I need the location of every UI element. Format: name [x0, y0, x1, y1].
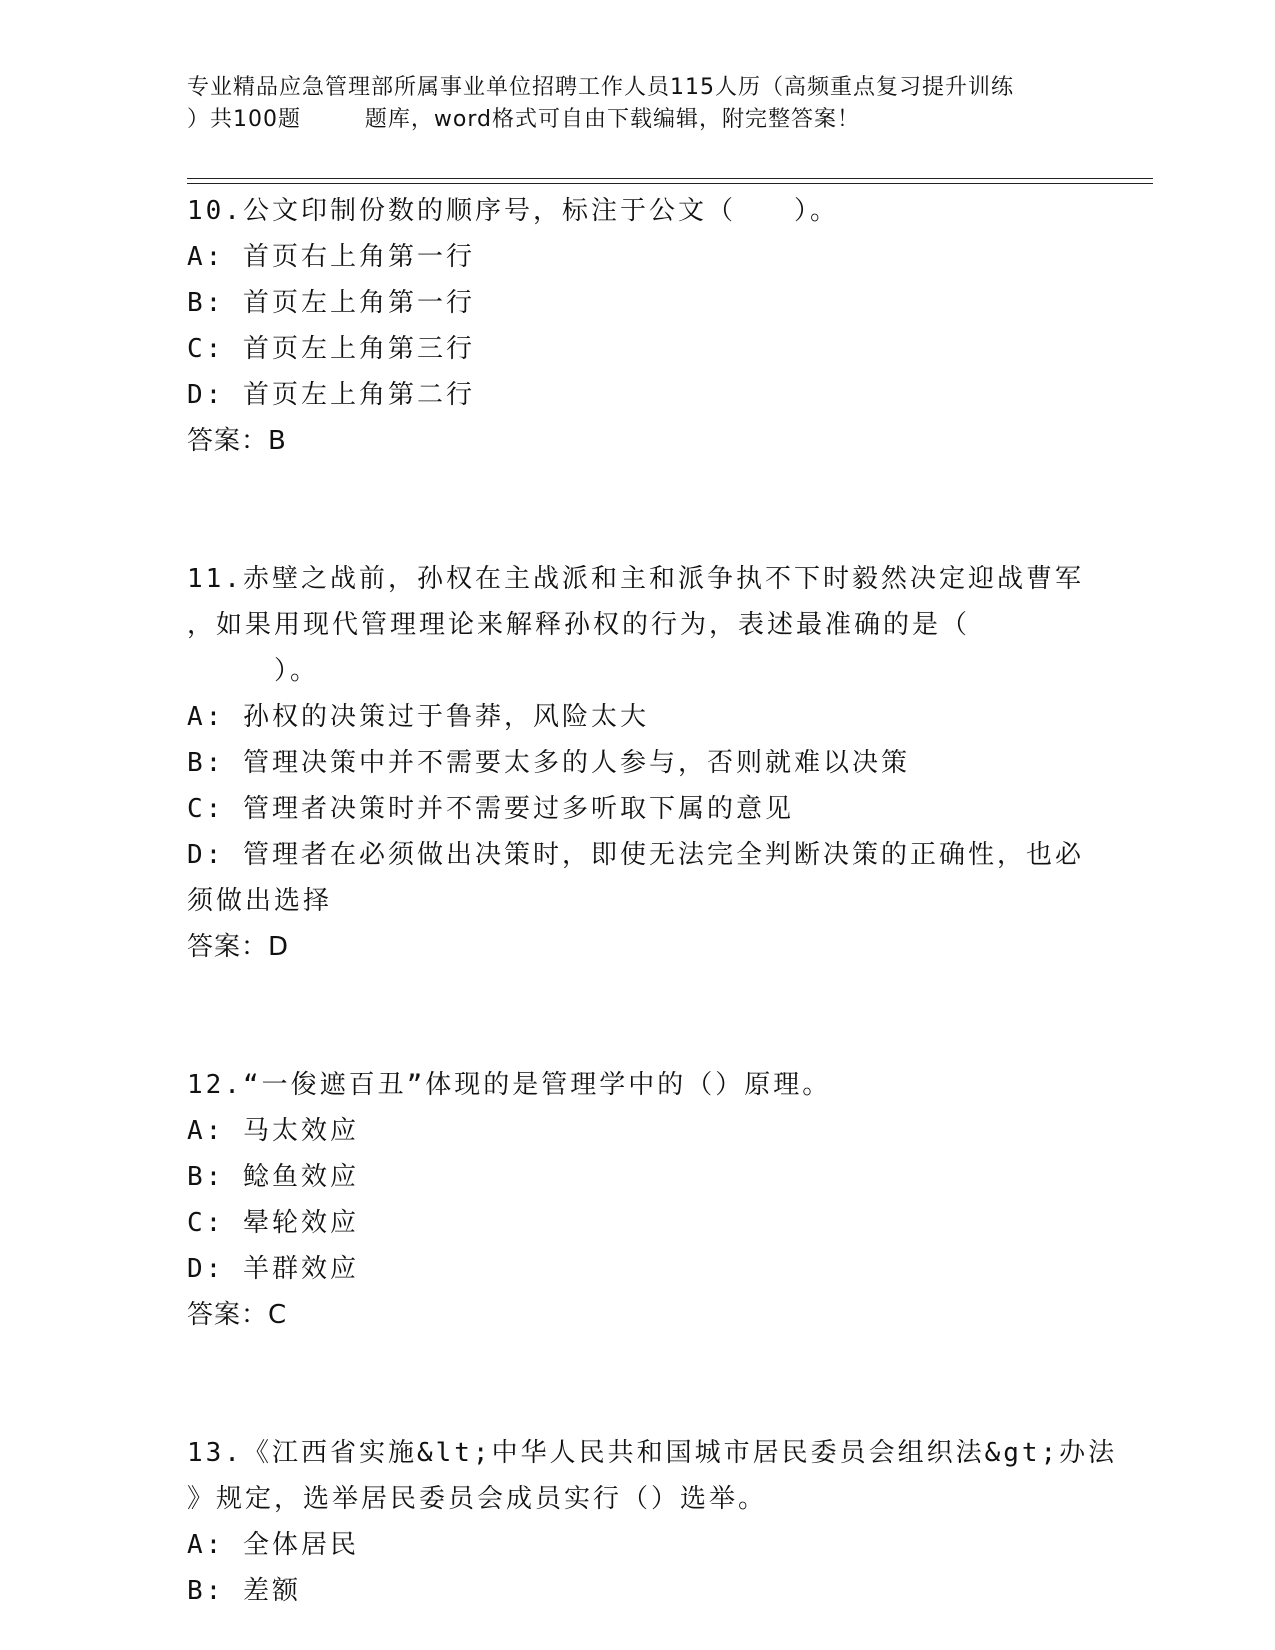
- question-list: [187, 188, 1118, 1614]
- option-d: D: 管理者在必须做出决策时，即使无法完全判断决策的正确性，也必: [187, 840, 1084, 870]
- option-c: C: 晕轮效应: [187, 1208, 359, 1238]
- question-stem-cont: 》规定，选举居民委员会成员实行（）选举。: [187, 1484, 768, 1514]
- header-divider: [187, 178, 1153, 184]
- question-stem-cont: ，如果用现代管理理论来解释孙权的行为，表述最准确的是（: [187, 610, 971, 640]
- question-gap: [187, 970, 1087, 1062]
- question-stem-cont: ）。: [187, 656, 320, 686]
- question-13: [187, 1430, 1118, 1614]
- option-a: A: 首页右上角第一行: [187, 242, 475, 272]
- answer-line: 答案：B: [187, 426, 287, 456]
- option-b: B: 鲶鱼效应: [187, 1162, 359, 1192]
- question-stem: 10.公文印制份数的顺序号，标注于公文（ ）。: [187, 196, 839, 226]
- header-line-1: 专业精品应急管理部所属事业单位招聘工作人员115人历（高频重点复习提升训练: [187, 75, 1014, 100]
- answer-line: 答案：D: [187, 932, 290, 962]
- question-stem: 12.“一俊遮百丑”体现的是管理学中的（）原理。: [187, 1070, 832, 1100]
- option-a: A: 马太效应: [187, 1116, 359, 1146]
- question-10: [187, 188, 1087, 464]
- option-a: A: 孙权的决策过于鲁莽，风险太大: [187, 702, 649, 732]
- option-c: C: 首页左上角第三行: [187, 334, 475, 364]
- option-c: C: 管理者决策时并不需要过多听取下属的意见: [187, 794, 794, 824]
- option-d-cont: 须做出选择: [187, 886, 333, 916]
- question-gap: [187, 464, 1087, 556]
- option-b: B: 差额: [187, 1576, 301, 1606]
- header-line-2: ）共100题 题库，word格式可自由下载编辑，附完整答案！: [187, 107, 861, 132]
- option-b: B: 首页左上角第一行: [187, 288, 475, 318]
- question-11: [187, 556, 1087, 970]
- answer-line: 答案：C: [187, 1300, 288, 1330]
- question-gap: [187, 1338, 1087, 1430]
- document-header: [187, 72, 1087, 136]
- question-12: [187, 1062, 1087, 1338]
- option-b: B: 管理决策中并不需要太多的人参与，否则就难以决策: [187, 748, 910, 778]
- option-d: D: 首页左上角第二行: [187, 380, 475, 410]
- option-a: A: 全体居民: [187, 1530, 359, 1560]
- option-d: D: 羊群效应: [187, 1254, 359, 1284]
- question-stem: 13.《江西省实施&lt;中华人民共和国城市居民委员会组织法&gt;办法: [187, 1438, 1118, 1468]
- question-stem: 11.赤壁之战前，孙权在主战派和主和派争执不下时毅然决定迎战曹军: [187, 564, 1084, 594]
